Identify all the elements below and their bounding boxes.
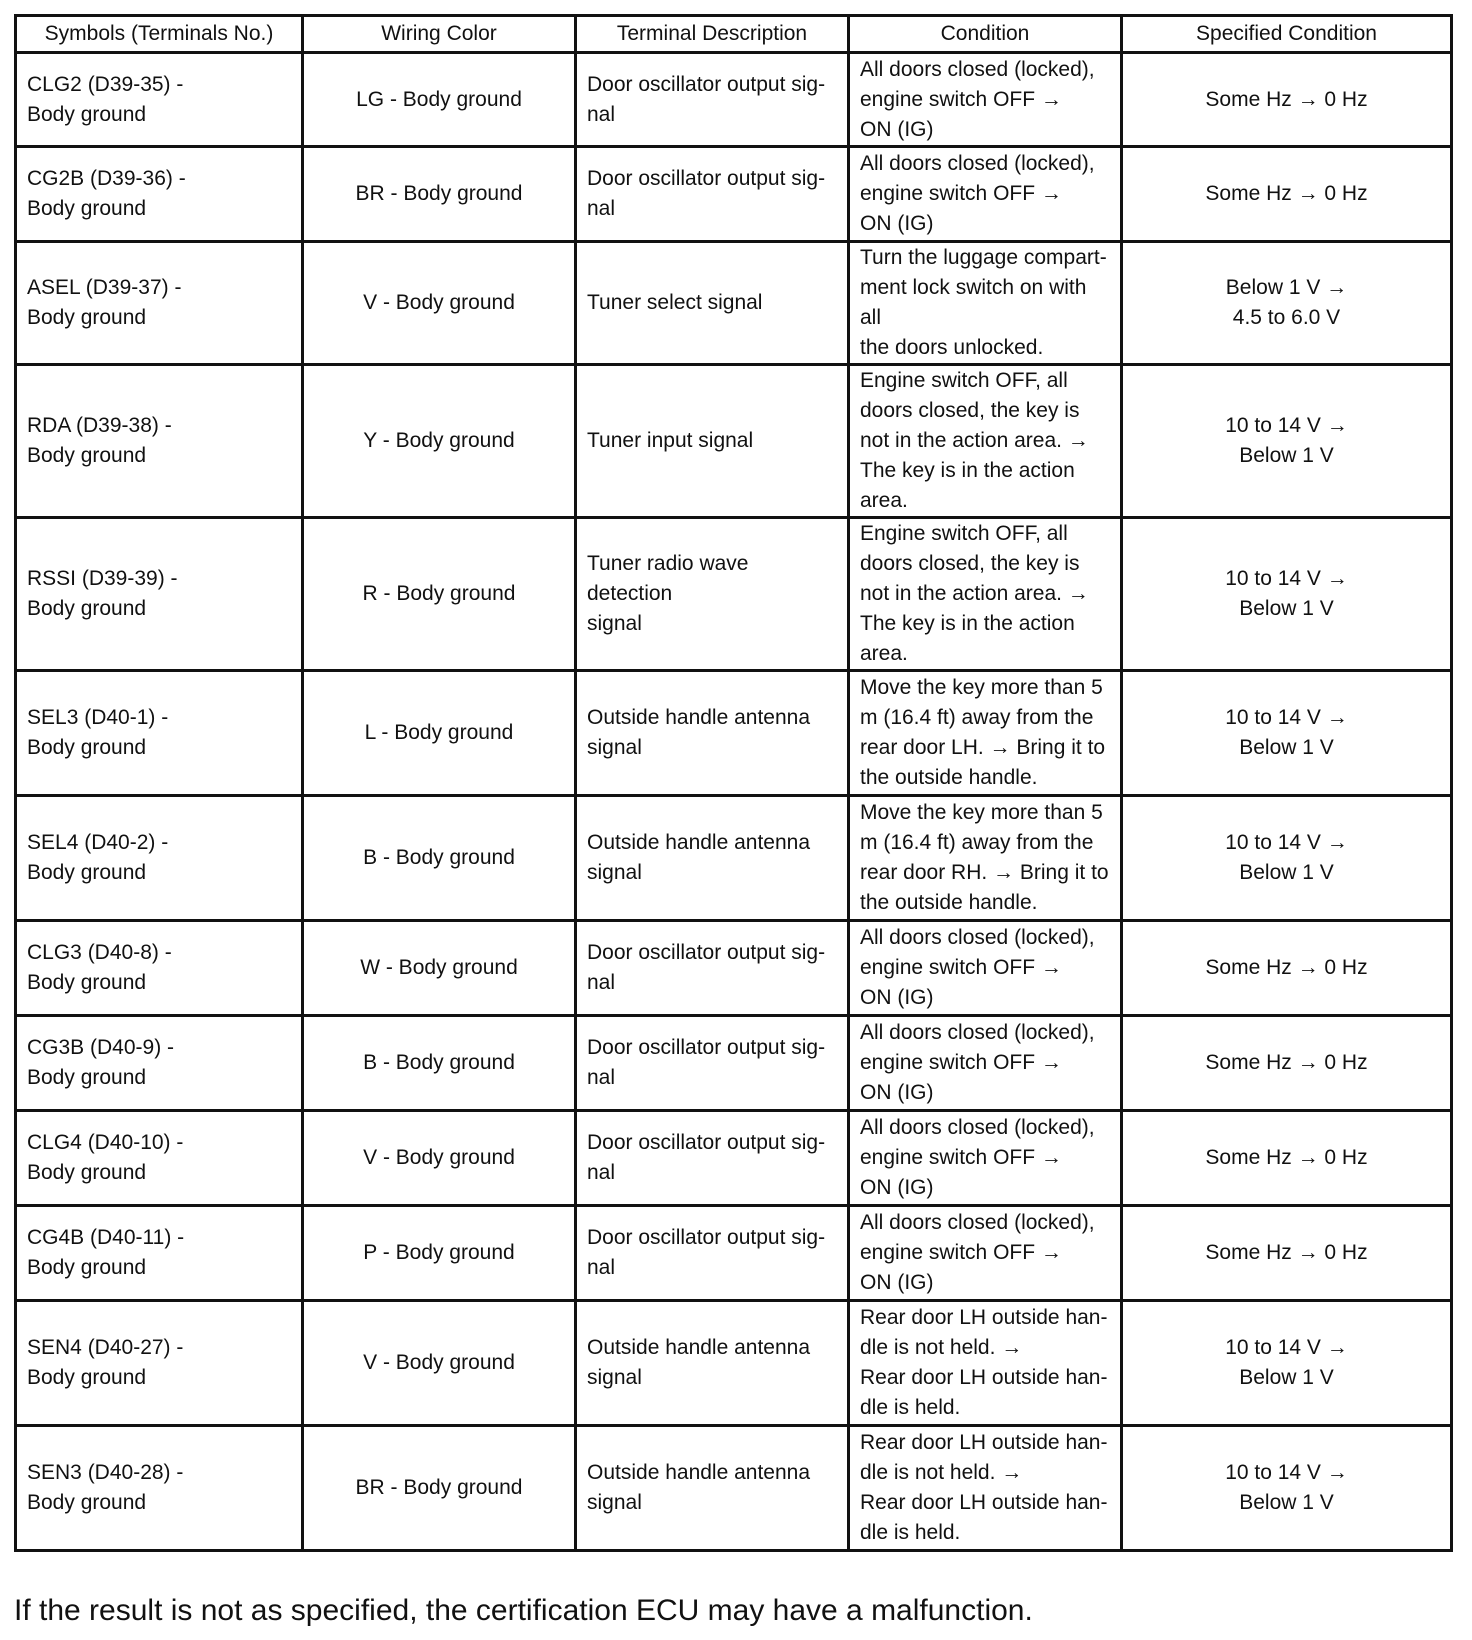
- cell-condition-text: Engine switch OFF, all doors closed, the key is not in the action area. → The key is in the action area.: [860, 369, 1089, 512]
- cell-wiring-color-text: V - Body ground: [363, 291, 515, 314]
- cell-condition: [849, 1206, 1122, 1301]
- footnote: If the result is not as specified, the certification ECU may have a malfunction.: [14, 1594, 1033, 1627]
- cell-specified-condition-text: Below 1 V → 4.5 to 6.0 V: [1225, 276, 1348, 329]
- cell-symbol: [16, 796, 303, 921]
- cell-condition: [849, 671, 1122, 796]
- cell-symbol-text: SEL4 (D40-2) - Body ground: [27, 831, 169, 884]
- header-specified-condition: Specified Condition: [1122, 16, 1452, 53]
- cell-wiring-color-text: BR - Body ground: [355, 182, 523, 205]
- table-header-row: [16, 16, 1452, 53]
- cell-symbol-text: SEL3 (D40-1) - Body ground: [27, 706, 169, 759]
- table-row: [16, 796, 1452, 921]
- cell-specified-condition-text: 10 to 14 V → Below 1 V: [1225, 1461, 1348, 1514]
- cell-specified-condition-text: 10 to 14 V → Below 1 V: [1225, 567, 1348, 620]
- cell-specified-condition-text: 10 to 14 V → Below 1 V: [1225, 414, 1348, 467]
- cell-terminal-description: [576, 1111, 849, 1206]
- cell-symbol: [16, 518, 303, 671]
- cell-specified-condition: [1122, 1206, 1452, 1301]
- cell-condition: [849, 518, 1122, 671]
- cell-wiring-color-text: P - Body ground: [363, 1241, 515, 1264]
- cell-specified-condition: [1122, 53, 1452, 147]
- cell-symbol-text: SEN4 (D40-27) - Body ground: [27, 1336, 184, 1389]
- cell-symbol-text: CG4B (D40-11) - Body ground: [27, 1226, 185, 1279]
- cell-condition-text: All doors closed (locked), engine switch OFF → ON (IG): [860, 152, 1095, 235]
- cell-terminal-description-text: Tuner radio wave detection signal: [587, 552, 749, 635]
- cell-terminal-description: [576, 1016, 849, 1111]
- cell-terminal-description-text: Outside handle antenna signal: [587, 706, 811, 759]
- cell-condition-text: All doors closed (locked), engine switch OFF → ON (IG): [860, 926, 1095, 1009]
- cell-symbol: [16, 53, 303, 147]
- cell-specified-condition-text: Some Hz → 0 Hz: [1205, 956, 1368, 979]
- cell-condition: [849, 1426, 1122, 1551]
- cell-terminal-description-text: Door oscillator output sig- nal: [587, 167, 826, 220]
- cell-specified-condition-text: Some Hz → 0 Hz: [1205, 87, 1368, 111]
- cell-terminal-description: [576, 242, 849, 365]
- cell-specified-condition: [1122, 1016, 1452, 1111]
- cell-terminal-description-text: Door oscillator output sig- nal: [587, 1226, 826, 1279]
- table-row: [16, 921, 1452, 1016]
- cell-specified-condition-text: 10 to 14 V → Below 1 V: [1225, 706, 1348, 759]
- cell-condition-text: All doors closed (locked), engine switch OFF → ON (IG): [860, 57, 1095, 141]
- cell-symbol-text: CLG2 (D39-35) - Body ground: [27, 72, 184, 126]
- cell-wiring-color-text: LG - Body ground: [356, 87, 522, 111]
- cell-wiring-color: [303, 1426, 576, 1551]
- cell-terminal-description: [576, 518, 849, 671]
- cell-symbol-text: RDA (D39-38) - Body ground: [27, 414, 172, 467]
- cell-wiring-color-text: R - Body ground: [362, 582, 516, 605]
- cell-specified-condition-text: Some Hz → 0 Hz: [1205, 182, 1368, 205]
- cell-specified-condition: [1122, 147, 1452, 242]
- cell-wiring-color-text: L - Body ground: [364, 721, 514, 744]
- table-row: [16, 147, 1452, 242]
- cell-wiring-color-text: W - Body ground: [360, 956, 518, 979]
- cell-wiring-color: [303, 53, 576, 147]
- cell-terminal-description: [576, 1301, 849, 1426]
- cell-symbol-text: SEN3 (D40-28) - Body ground: [27, 1461, 184, 1514]
- cell-wiring-color-text: V - Body ground: [363, 1351, 515, 1374]
- cell-terminal-description: [576, 147, 849, 242]
- cell-symbol: [16, 365, 303, 518]
- cell-terminal-description-text: Outside handle antenna signal: [587, 831, 811, 884]
- cell-terminal-description: [576, 53, 849, 147]
- cell-symbol: [16, 1111, 303, 1206]
- cell-specified-condition: [1122, 1426, 1452, 1551]
- cell-symbol: [16, 242, 303, 365]
- cell-condition-text: Turn the luggage compart- ment lock switch on with all the doors unlocked.: [860, 246, 1107, 359]
- cell-specified-condition: [1122, 796, 1452, 921]
- cell-condition-text: Move the key more than 5 m (16.4 ft) away from the rear door RH. → Bring it to the outside handle.: [860, 801, 1109, 914]
- cell-condition: [849, 1111, 1122, 1206]
- cell-condition: [849, 53, 1122, 147]
- cell-specified-condition: [1122, 921, 1452, 1016]
- header-terminal-description: Terminal Description: [576, 16, 849, 53]
- cell-wiring-color-text: BR - Body ground: [355, 1476, 523, 1499]
- cell-condition: [849, 147, 1122, 242]
- cell-specified-condition: [1122, 1301, 1452, 1426]
- cell-wiring-color: [303, 921, 576, 1016]
- cell-symbol-text: CLG4 (D40-10) - Body ground: [27, 1131, 184, 1184]
- cell-wiring-color: [303, 671, 576, 796]
- cell-wiring-color: [303, 365, 576, 518]
- table-row: [16, 1016, 1452, 1111]
- cell-specified-condition-text: Some Hz → 0 Hz: [1205, 1146, 1368, 1169]
- cell-wiring-color: [303, 1206, 576, 1301]
- cell-terminal-description-text: Tuner select signal: [587, 291, 763, 314]
- cell-specified-condition-text: 10 to 14 V → Below 1 V: [1225, 831, 1348, 884]
- cell-terminal-description-text: Door oscillator output sig- nal: [587, 1036, 826, 1089]
- cell-terminal-description: [576, 796, 849, 921]
- terminal-spec-table: [14, 14, 1453, 1552]
- cell-condition: [849, 242, 1122, 365]
- cell-wiring-color: [303, 147, 576, 242]
- table-row: [16, 1111, 1452, 1206]
- table-row: [16, 1426, 1452, 1551]
- header-symbols: Symbols (Terminals No.): [16, 16, 303, 53]
- cell-wiring-color: [303, 1111, 576, 1206]
- cell-condition: [849, 921, 1122, 1016]
- cell-wiring-color: [303, 1301, 576, 1426]
- cell-terminal-description-text: Outside handle antenna signal: [587, 1336, 811, 1389]
- cell-specified-condition: [1122, 1111, 1452, 1206]
- cell-terminal-description-text: Door oscillator output sig- nal: [587, 941, 826, 994]
- cell-symbol-text: ASEL (D39-37) - Body ground: [27, 276, 182, 329]
- cell-wiring-color: [303, 1016, 576, 1111]
- cell-condition: [849, 1016, 1122, 1111]
- cell-terminal-description-text: Tuner input signal: [587, 429, 754, 452]
- cell-condition-text: Engine switch OFF, all doors closed, the key is not in the action area. → The key is in the action area.: [860, 522, 1089, 665]
- header-condition: Condition: [849, 16, 1122, 53]
- cell-wiring-color-text: Y - Body ground: [363, 429, 515, 452]
- cell-condition: [849, 796, 1122, 921]
- cell-wiring-color-text: B - Body ground: [363, 846, 515, 869]
- table-row: [16, 671, 1452, 796]
- table-row: [16, 1301, 1452, 1426]
- cell-symbol-text: CG2B (D39-36) - Body ground: [27, 167, 186, 220]
- cell-wiring-color-text: V - Body ground: [363, 1146, 515, 1169]
- cell-symbol: [16, 147, 303, 242]
- cell-symbol: [16, 1016, 303, 1111]
- cell-condition: [849, 1301, 1122, 1426]
- cell-symbol: [16, 921, 303, 1016]
- cell-terminal-description: [576, 1206, 849, 1301]
- table-row: [16, 365, 1452, 518]
- header-wiring-color: Wiring Color: [303, 16, 576, 53]
- table-row: [16, 1206, 1452, 1301]
- cell-condition-text: Rear door LH outside han- dle is not held. → Rear door LH outside han- dle is held.: [860, 1306, 1108, 1419]
- cell-specified-condition: [1122, 671, 1452, 796]
- table-row: [16, 518, 1452, 671]
- cell-symbol: [16, 1301, 303, 1426]
- cell-condition-text: Rear door LH outside han- dle is not held. → Rear door LH outside han- dle is held.: [860, 1431, 1108, 1544]
- table-body: [16, 53, 1452, 1551]
- cell-specified-condition: [1122, 242, 1452, 365]
- cell-terminal-description-text: Door oscillator output sig- nal: [587, 72, 826, 126]
- cell-wiring-color: [303, 242, 576, 365]
- cell-specified-condition-text: Some Hz → 0 Hz: [1205, 1051, 1368, 1074]
- table-row: [16, 53, 1452, 147]
- cell-terminal-description: [576, 1426, 849, 1551]
- cell-symbol-text: CLG3 (D40-8) - Body ground: [27, 941, 172, 994]
- cell-terminal-description-text: Outside handle antenna signal: [587, 1461, 811, 1514]
- cell-terminal-description: [576, 365, 849, 518]
- cell-symbol: [16, 1426, 303, 1551]
- cell-wiring-color: [303, 518, 576, 671]
- cell-terminal-description: [576, 671, 849, 796]
- cell-specified-condition-text: Some Hz → 0 Hz: [1205, 1241, 1368, 1264]
- cell-symbol-text: RSSI (D39-39) - Body ground: [27, 567, 178, 620]
- cell-terminal-description: [576, 921, 849, 1016]
- cell-symbol-text: CG3B (D40-9) - Body ground: [27, 1036, 175, 1089]
- cell-symbol: [16, 1206, 303, 1301]
- cell-specified-condition: [1122, 365, 1452, 518]
- cell-condition-text: Move the key more than 5 m (16.4 ft) away from the rear door LH. → Bring it to the outside handle.: [860, 676, 1106, 789]
- cell-specified-condition-text: 10 to 14 V → Below 1 V: [1225, 1336, 1348, 1389]
- cell-condition-text: All doors closed (locked), engine switch OFF → ON (IG): [860, 1211, 1095, 1294]
- cell-symbol: [16, 671, 303, 796]
- cell-wiring-color-text: B - Body ground: [363, 1051, 515, 1074]
- cell-specified-condition: [1122, 518, 1452, 671]
- table-row: [16, 242, 1452, 365]
- cell-wiring-color: [303, 796, 576, 921]
- cell-condition: [849, 365, 1122, 518]
- cell-condition-text: All doors closed (locked), engine switch OFF → ON (IG): [860, 1021, 1095, 1104]
- cell-terminal-description-text: Door oscillator output sig- nal: [587, 1131, 826, 1184]
- cell-condition-text: All doors closed (locked), engine switch OFF → ON (IG): [860, 1116, 1095, 1199]
